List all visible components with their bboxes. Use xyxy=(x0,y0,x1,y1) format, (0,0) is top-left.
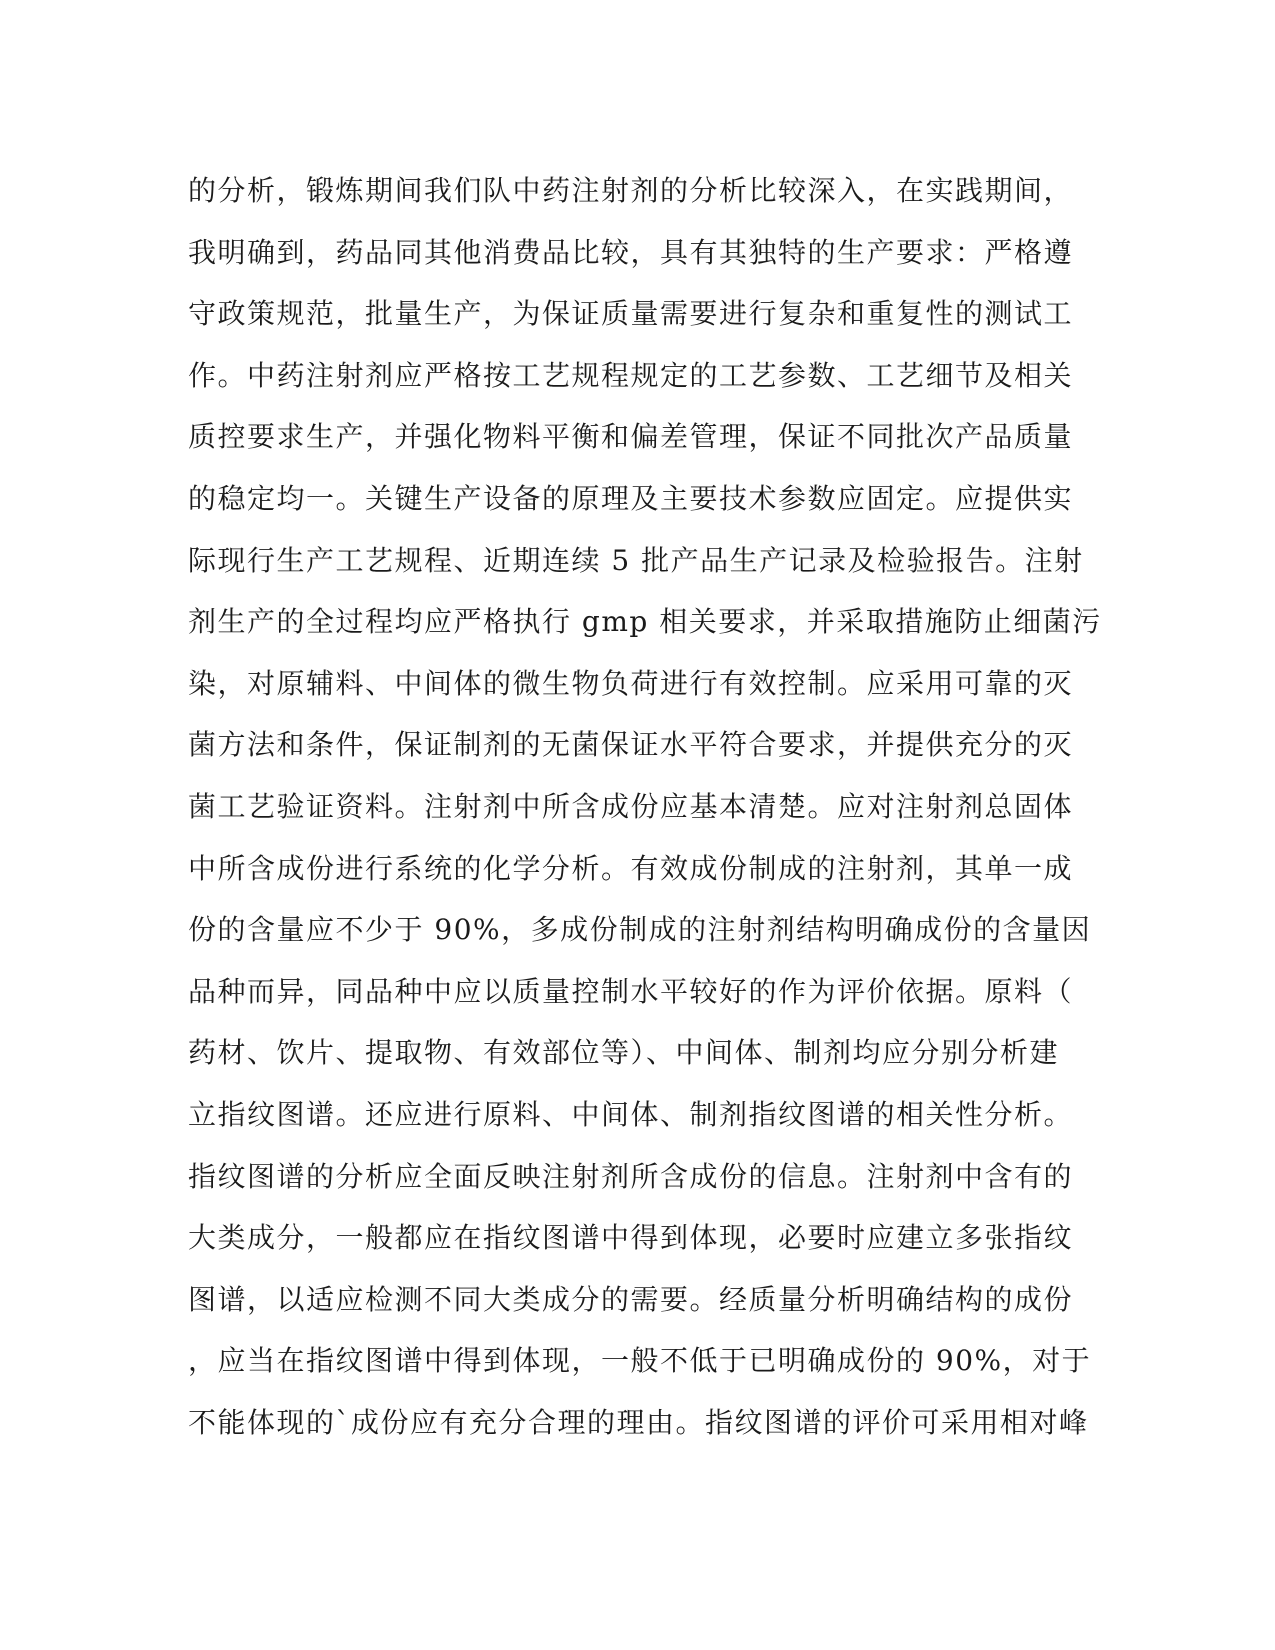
text-line: 菌方法和条件，保证制剂的无菌保证水平符合要求，并提供充分的灭 xyxy=(188,728,1074,762)
text-line: 我明确到，药品同其他消费品比较，具有其独特的生产要求：严格遵 xyxy=(188,235,1074,269)
text-line: 际现行生产工艺规程、近期连续 5 批产品生产记录及检验报告。注射 xyxy=(188,543,1084,577)
text-line: 菌工艺验证资料。注射剂中所含成份应基本清楚。应对注射剂总固体 xyxy=(188,789,1074,823)
text-line: 品种而异，同品种中应以质量控制水平较好的作为评价依据。原料（ xyxy=(188,974,1074,1008)
body-text xyxy=(188,160,1102,1453)
text-line: 作。中药注射剂应严格按工艺规程规定的工艺参数、工艺细节及相关 xyxy=(188,358,1074,392)
text-line: 药材、饮片、提取物、有效部位等）、中间体、制剂均应分别分析建 xyxy=(188,1036,1060,1070)
text-line: 剂生产的全过程均应严格执行 gmp 相关要求，并采取措施防止细菌污 xyxy=(188,605,1102,639)
text-line: 不能体现的`成份应有充分合理的理由。指纹图谱的评价可采用相对峰 xyxy=(188,1405,1089,1439)
text-line: 中所含成份进行系统的化学分析。有效成份制成的注射剂，其单一成 xyxy=(188,851,1074,885)
text-line: 图谱，以适应检测不同大类成分的需要。经质量分析明确结构的成份 xyxy=(188,1282,1074,1316)
text-line: 大类成分，一般都应在指纹图谱中得到体现，必要时应建立多张指纹 xyxy=(188,1221,1074,1255)
text-line: ，应当在指纹图谱中得到体现，一般不低于已明确成份的 90%，对于 xyxy=(188,1344,1092,1378)
text-line: 的稳定均一。关键生产设备的原理及主要技术参数应固定。应提供实 xyxy=(188,481,1074,515)
text-line: 的分析，锻炼期间我们队中药注射剂的分析比较深入，在实践期间， xyxy=(188,174,1074,207)
text-line: 立指纹图谱。还应进行原料、中间体、制剂指纹图谱的相关性分析。 xyxy=(188,1097,1074,1131)
text-line: 染，对原辅料、中间体的微生物负荷进行有效控制。应采用可靠的灭 xyxy=(188,666,1074,700)
text-line: 份的含量应不少于 90%，多成份制成的注射剂结构明确成份的含量因 xyxy=(188,913,1092,947)
text-line: 守政策规范，批量生产，为保证质量需要进行复杂和重复性的测试工 xyxy=(188,297,1074,331)
text-line: 指纹图谱的分析应全面反映注射剂所含成份的信息。注射剂中含有的 xyxy=(188,1159,1074,1193)
text-line: 质控要求生产，并强化物料平衡和偏差管理，保证不同批次产品质量 xyxy=(188,420,1074,454)
